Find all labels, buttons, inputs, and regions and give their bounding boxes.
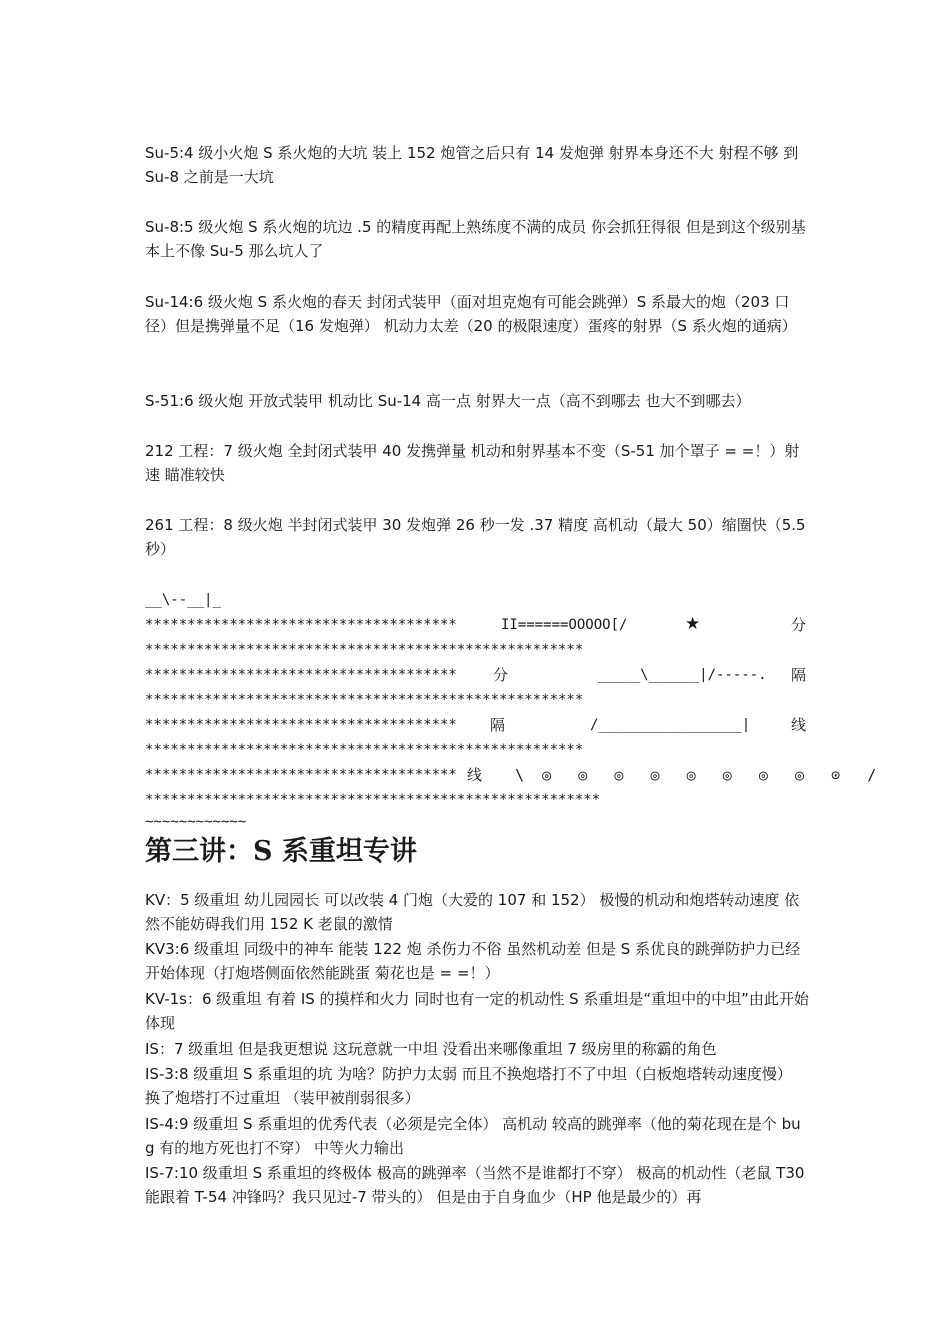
- divider-left-fen: 分: [493, 666, 509, 684]
- section-title: 第三讲：S 系重坦专讲: [145, 836, 417, 867]
- divider-left-xian: 线: [467, 766, 483, 784]
- tank-kv1s: KV-1s：6 级重坦 有着 IS 的摸样和火力 同时也有一定的机动性 S 系重坦是“重坦中的中坦”由此开始体现: [145, 990, 809, 1032]
- tank-is4: IS-4:9 级重坦 S 系重坦的优秀代表（必须是完全体） 高机动 较高的跳弹率（他的菊花现在是个 bug 有的地方死也打不穿） 中等火力输出: [145, 1115, 801, 1157]
- paragraph-261: 261 工程：8 级火炮 半封闭式装甲 30 发炮弹 26 秒一发 .37 精度 高机动（最大 50）缩圈快（5.5 秒）: [145, 516, 811, 558]
- tank-is3: IS-3:8 级重坦 S 系重坦的坑 为啥？防护力太弱 而且不换炮塔打不了中坦（白板炮塔转动速度慢） 换了炮塔打不过重坦 （装甲被削弱很多）: [145, 1065, 797, 1107]
- tank-is: IS：7 级重坦 但是我更想说 这玩意就一中坦 没看出来哪像重坦 7 级房里的称霸的角色: [145, 1040, 717, 1058]
- divider-art-row1: II======OOOOO[/: [501, 617, 628, 633]
- divider-stars-row3: *************************************: [145, 717, 457, 733]
- divider-stars-row1: *************************************: [145, 617, 457, 633]
- divider-top: __\--__|_: [145, 592, 221, 608]
- divider-wheels: \ ◎ ◎ ◎ ◎ ◎ ◎ ◎ ◎ ⊙ /: [515, 766, 877, 784]
- divider-stars-full1: ****************************************************: [145, 642, 584, 658]
- divider-art-row3: /_________________|: [590, 717, 751, 733]
- star-icon: ★: [685, 614, 701, 634]
- divider-art-row2: _____\______|/-----.: [598, 667, 767, 683]
- tank-kv: KV：5 级重坦 幼儿园园长 可以改装 4 门炮（大爱的 107 和 152） 极慢的机动和炮塔转动速度 依然不能妨碍我们用 152 K 老鼠的激情: [145, 891, 800, 933]
- tank-is7: IS-7:10 级重坦 S 系重坦的终极体 极高的跳弹率（当然不是谁都打不穿） 极高的机动性（老鼠 T30 能跟着 T-54 冲锋吗？我只见过-7 带头的） 但是由于自身血少（HP 他是最少的）再: [145, 1164, 810, 1206]
- tank-kv3: KV3:6 级重坦 同级中的神车 能装 122 炮 杀伤力不俗 虽然机动差 但是 S 系优良的跳弹防护力已经开始体现（打炮塔侧面依然能跳蛋 菊花也是 = =！）: [145, 940, 801, 982]
- paragraph-su14: Su-14:6 级火炮 S 系火炮的春天 封闭式装甲（面对坦克炮有可能会跳弹）S 系最大的炮（203 口径）但是携弹量不足（16 发炮弹） 机动力太差（20 的极限速度）蛋疼的射界（S 系火炮的通病）: [145, 293, 797, 335]
- divider-word-xian: 线: [791, 716, 807, 734]
- paragraph-s51: S-51:6 级火炮 开放式装甲 机动比 Su-14 高一点 射界大一点（高不到哪去 也大不到哪去）: [145, 392, 751, 410]
- divider-tilde: ~~~~~~~~~~~~: [145, 814, 247, 830]
- paragraph-su5: Su-5:4 级小火炮 S 系火炮的大坑 装上 152 炮管之后只有 14 发炮弹 射界本身还不大 射程不够 到 Su-8 之前是一大坑: [145, 144, 804, 186]
- paragraph-212: 212 工程：7 级火炮 全封闭式装甲 40 发携弹量 机动和射界基本不变（S-51 加个罩子 = =！）射速 瞄准较快: [145, 442, 800, 484]
- divider-word-fen: 分: [791, 616, 807, 634]
- divider-left-ge: 隔: [490, 716, 506, 734]
- divider-stars-row4: *************************************: [145, 767, 457, 783]
- divider-stars-row2: *************************************: [145, 667, 457, 683]
- divider-word-ge: 隔: [791, 666, 807, 684]
- divider-stars-full2: ****************************************************: [145, 692, 584, 708]
- divider-stars-last: ******************************************************: [145, 792, 601, 808]
- paragraph-su8: Su-8:5 级火炮 S 系火炮的坑边 .5 的精度再配上熟练度不满的成员 你会抓狂得很 但是到这个级别基本上不像 Su-5 那么坑人了: [145, 218, 806, 260]
- divider-stars-full3: ****************************************************: [145, 742, 584, 758]
